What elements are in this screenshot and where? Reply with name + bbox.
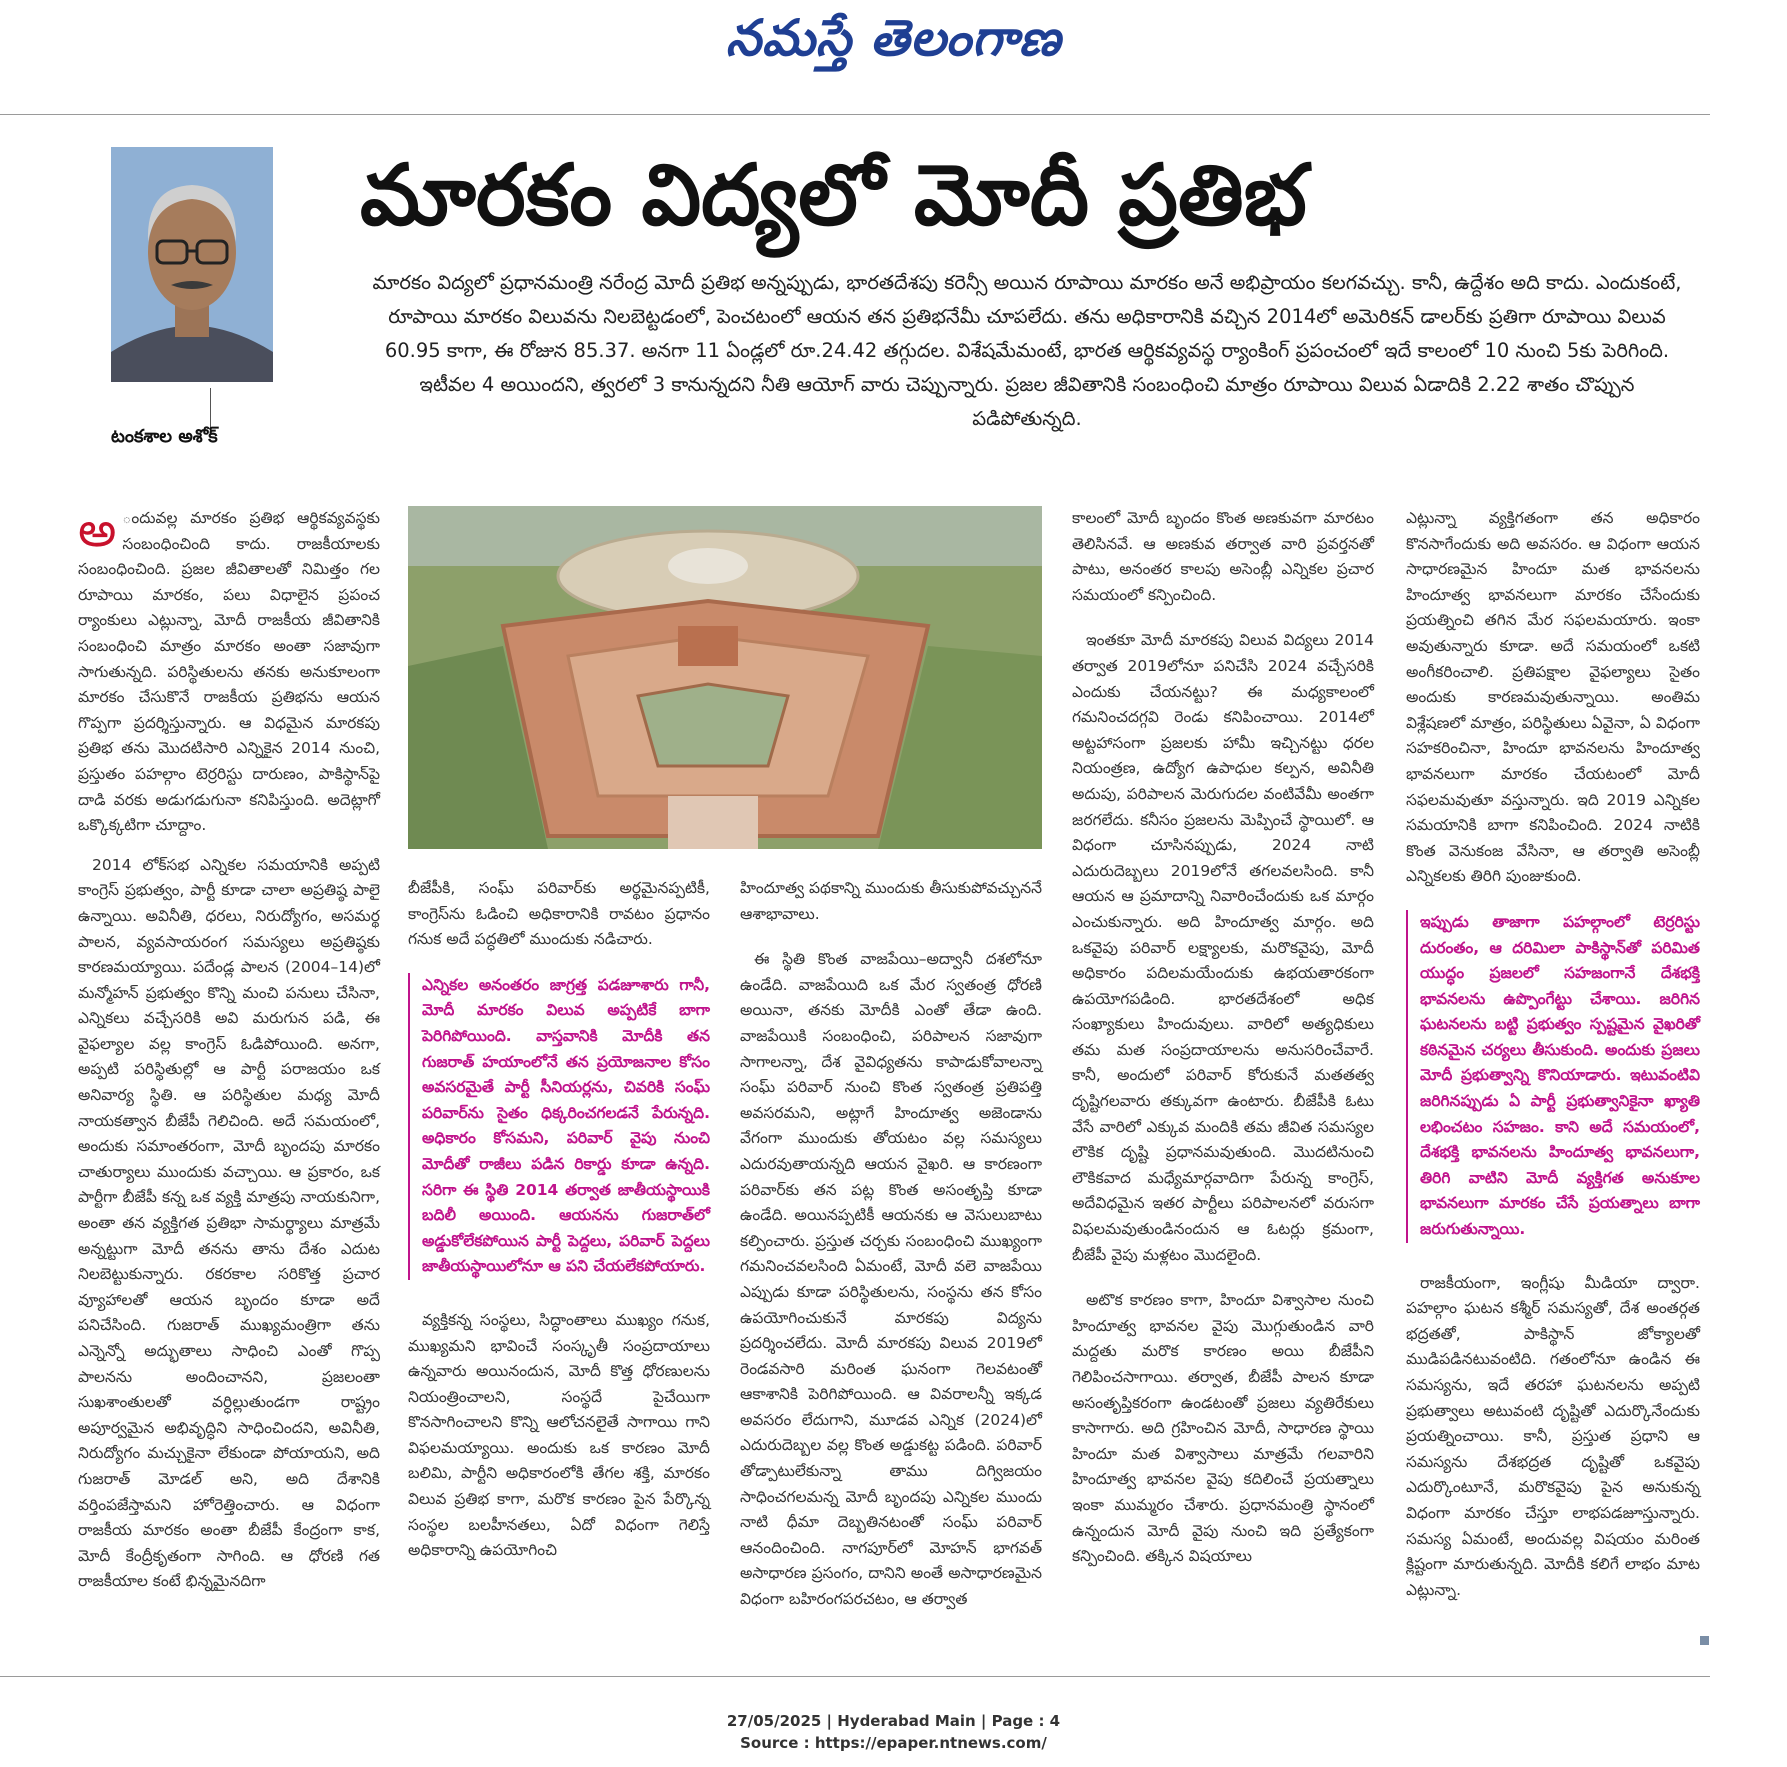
article-column-4 <box>1072 506 1374 1584</box>
article-column-5 <box>1406 506 1700 1617</box>
paragraph: కాలంలో మోదీ బృందం కొంత అణకువగా మారటం తెలిసినవే. ఆ అణకువ తర్వాత వారి ప్రవర్తనతో పాటు, అనంతర కాలపు అసెంబ్లీ ఎన్నికల ప్రచార సమయంలో కన్పించింది. <box>1072 509 1374 604</box>
paragraph: అ ందువల్ల మారకం ప్రతిభ ఆర్థికవ్యవస్థకు సంబంధించింది కాదు. రాజకీయాలకు సంబంధించింది. ప్రజల జీవితాలతో నిమిత్తం గల రూపాయి మారకం, పలు విధాలైన ప్రపంచ ర్యాంకులు ఎట్లున్నా, మోదీ రాజకీయ జీవితానికి సంబంధించి మాత్రం మారకం అంతా సజావుగా సాగుతున్నది. పరిస్థితులను తనకు అనుకూలంగా మారకం చేసుకొనే రాజకీయ ప్రతిభను ఆయన గొప్పగా ప్రదర్శిస్తున్నారు. ఆ విధమైన మారకపు ప్రతిభ తను మొదటిసారి ఎన్నికైన 2014 నుంచి, ప్రస్తుతం పహల్గాం టెర్రరిస్టు దారుణం, పాకిస్థాన్‌పై దాడి వరకు అడుగడుగునా కనిపిస్తుంది. అదెట్లాగో ఒక్కొక్కటిగా చూద్దాం. <box>78 502 380 835</box>
footer-source: Source : https://epaper.ntnews.com/ <box>740 1734 1047 1752</box>
masthead-logo: నమస్తే తెలంగాణ <box>725 8 1062 67</box>
article-column-2 <box>408 876 710 1578</box>
footer-date-edition: 27/05/2025 | Hyderabad Main | Page : 4 <box>726 1712 1061 1730</box>
paragraph: హిందూత్వ పథకాన్ని ముందుకు తీసుకుపోవచ్చుననే ఆశాభావాలు. <box>740 879 1042 923</box>
paragraph: 2014 లోక్‌సభ ఎన్నికల సమయానికి అప్పటి కాంగ్రెస్ ప్రభుత్వం, పార్టీ కూడా చాలా అప్రతిష్ఠ పాలై ఉన్నాయి. అవినీతి, ధరలు, నిరుద్యోగం, అసమర్థ పాలన, వ్యవసాయరంగ సమస్యలు అప్రతిష్ఠకు కారణమయ్యాయి. పదేండ్ల పాలన (2004–14)లో మన్మోహన్ ప్రభుత్వం కొన్ని మంచి పనులు చేసినా, ఎన్నికలు వచ్చేసరికి అవి మరుగున పడి, ఈ వైఫల్యాల వల్ల కాంగ్రెస్ ఓడిపోయింది. అనగా, అప్పటి పరిస్థితుల్లో ఆ పార్టీ పరాజయం ఒక అనివార్య స్థితి. ఆ పరిస్థితుల మధ్య మోదీ నాయకత్వాన బీజేపీ గెలిచింది. అదే సమయంలో, అందుకు సమాంతరంగా, మోదీ బృందపు మారకం చాతుర్యాలు ముందుకు వచ్చాయి. ఆ ప్రకారం, ఒక పార్టీగా బీజేపీ కన్న ఒక వ్యక్తి మాత్రపు నాయకునిగా, అంతా తన వ్యక్తిగత ప్రతిభా సామర్థ్యాలు మాత్రమే అన్నట్టుగా మోదీ తనను తాను దేశం ఎదుట నిలబెట్టుకున్నారు. రకరకాల సరికొత్త ప్రచార వ్యూహాలతో ఆయన బృందం కూడా అదే పనిచేసింది. గుజరాత్ ముఖ్యమంత్రిగా తను ఎన్నెన్నో అద్భుతాలు సాధించి ఎంతో గొప్ప పాలనను అందించానని, ప్రజలంతా సుఖశాంతులతో వర్ధిల్లుతుండగా రాష్ట్రం అపూర్వమైన అభివృద్ధిని సాధించిందని, అవినీతి, నిరుద్యోగం మచ్చుకైనా లేకుండా పోయాయని, అది గుజరాత్ మోడల్ అని, అది దేశానికి వర్తింపజేస్తామని హోరెత్తించారు. ఆ విధంగా రాజకీయ మారకం అంతా బీజేపీ కేంద్రంగా కాక, మోదీ కేంద్రీకృతంగా సాగింది. ఆ ధోరణి గత రాజకీయాల కంటే భిన్నమైనదిగా <box>78 855 380 1591</box>
paragraph: బీజేపీకి, సంఘ్ పరివార్‌కు అర్థమైనప్పటికీ, కాంగ్రెస్‌ను ఓడించి అధికారానికి రావటం ప్రధానం గనుక అదే పద్ధతిలో ముందుకు నడిచారు. <box>408 879 710 949</box>
author-photo <box>111 147 273 382</box>
lede-paragraph: మారకం విద్యలో ప్రధానమంత్రి నరేంద్ర మోదీ ప్రతిభ అన్నప్పుడు, భారతదేశపు కరెన్సీ అయిన రూపాయి మారకం అనే అభిప్రాయం కలగవచ్చు. కానీ, ఉద్దేశం అది కాదు. ఎందుకంటే, రూపాయి మారకం విలువను నిలబెట్టడంలో, పెంచటంలో ఆయన తన ప్రతిభనేమీ చూపలేదు. తను అధికారానికి వచ్చిన 2014లో అమెరికన్ డాలర్‌కు ప్రతిగా రూపాయి విలువ 60.95 కాగా, ఈ రోజున 85.37. అనగా 11 ఏండ్లలో రూ.24.42 తగ్గుదల. విశేషమేమంటే, భారత ఆర్థికవ్యవస్థ ర్యాంకింగ్ ప్రపంచంలో ఇదే కాలంలో 10 నుంచి 5కు పెరిగింది. ఇటీవల 4 అయిందని, త్వరలో 3 కానున్నదని నీతి ఆయోగ్ వారు చెప్పున్నారు. ప్రజల జీవితానికి సంబంధించి మాత్రం రూపాయి విలువ ఏడాదికి 2.22 శాతం చొప్పున పడిపోతున్నది. <box>372 271 1682 430</box>
paragraph: ఇంతకూ మోదీ మారకపు విలువ విద్యలు 2014 తర్వాత 2019లోనూ పనిచేసి 2024 వచ్చేసరికి ఎందుకు చేయనట్టు? ఈ మధ్యకాలంలో గమనించదగ్గవి రెండు కనిపించాయి. 2014లో అట్టహాసంగా ప్రజలకు హామీ ఇచ్చినట్టు ధరల నియంత్రణ, ఉద్యోగ ఉపాధుల కల్పన, అవినీతి అదుపు, పరిపాలన మెరుగుదల వంటివేమీ అంతగా జరగలేదు. కనీసం ప్రజలను మెప్పించే స్థాయిలో. ఆ విధంగా చూసినప్పుడు, 2024 నాటి ఎదురుదెబ్బలు 2019లోనే తగలవలసింది. కానీ ఆయన ఆ ప్రమాదాన్ని నివారించేందుకు ఒక మార్గం ఎంచుకున్నారు. అది హిందూత్వ మార్గం. అది ఒకవైపు పరివార్ లక్ష్యాలకు, మరొకవైపు, మోదీ అధికారం పదిలమయేందుకు ఉభయతారకంగా ఉపయోగపడింది. భారతదేశంలో అధిక సంఖ్యాకులు హిందువులు. వారిలో అత్యధికులు తమ మత సంప్రదాయాలను అనుసరించేవారే. కానీ, అందులో పరివార్ కోరుకునే మతతత్వ దృష్టిగలవారు తక్కువగా ఉంటారు. బీజేపీకి ఓటు వేసే వారిలో ఎక్కువ మందికి తమ జీవిత సమస్యల లౌకిక దృష్టి ప్రధానమవుతుంది. మొదటినుంచి లౌకికవాద మధ్యేమార్గవాదిగా పేరున్న కాంగ్రెస్, అదేవిధమైన ఇతర పార్టీలు పరిపాలనలో వరుసగా విఫలమవుతుండినందున ఆ ఓటర్లు క్రమంగా, బీజేపీ వైపు మళ్లటం మొదలైంది. <box>1072 631 1374 1264</box>
author-name: టంకశాల అశోక్ <box>111 426 218 447</box>
drop-cap: అ <box>78 502 117 558</box>
end-mark <box>1700 1636 1709 1645</box>
parliament-photo <box>408 506 1042 849</box>
paragraph: వ్యక్తికన్న సంస్థలు, సిద్ధాంతాలు ముఖ్యం గనుక, ముఖ్యమని భావించే సంస్కృతీ సంప్రదాయాలు ఉన్నవారు అయినందున, మోదీ కొత్త ధోరణులను నియంత్రించాలని, సంస్థదే పైచేయిగా కొనసాగించాలని కొన్ని ఆలోచనలైతే సాగాయి గాని విఫలమయ్యాయి. అందుకు ఒక కారణం మోదీ బలిమి, పార్టీని అధికారంలోకి తేగల శక్తి, మారకం విలువ ప్రతిభ కాగా, మరొక కారణం పైన పేర్కొన్న సంస్థల బలహీనతలు, ఏదో విధంగా గెలిస్తే అధికారాన్ని ఉపయోగించి <box>408 1310 710 1560</box>
paragraph: రాజకీయంగా, ఇంగ్లీషు మీడియా ద్వారా. పహల్గాం ఘటన కశ్మీర్ సమస్యతో, దేశ అంతర్గత భద్రతతో, పాకిస్థాన్ జోక్యాలతో ముడిపడినటువంటిది. గతంలోనూ ఉండిన ఈ సమస్యను, ఇదే తరహా ఘటనలను అప్పటి ప్రభుత్వాలు అటువంటి దృష్టితో ఎదుర్కొనేందుకు ప్రయత్నించాయి. కానీ, ప్రస్తుత ప్రధాని ఆ సమస్యను దేశభద్రత దృష్టితో ఒకవైపు ఎదుర్కొంటూనే, మరొకవైపు పైన అనుకున్న విధంగా మారకం చేస్తూ లాభపడజూస్తున్నారు. సమస్య ఏమంటే, అందువల్ల విషయం మరింత క్లిష్టంగా మారుతున్నది. మోదీకి కలిగే లాభం మాట ఎట్లున్నా. <box>1406 1273 1700 1599</box>
paragraph: ఎట్లున్నా వ్యక్తిగతంగా తన అధికారం కొనసాగేందుకు అది అవసరం. ఆ విధంగా ఆయన సాధారణమైన హిందూ మత భావనలను హిందూత్వ భావనలుగా మారకం చేసేందుకు ప్రయత్నించి తగిన మేర సఫలమయారు. ఇంకా అవుతున్నారు కూడా. అదే సమయంలో ఒకటి అంగీకరించాలి. ప్రతిపక్షాల వైఫల్యాలు సైతం అందుకు కారణమవుతున్నాయి. అంతిమ విశ్లేషణలో మాత్రం, పరిస్థితులు ఏవైనా, ఏ విధంగా సహకరించినా, హిందూ భావనలను హిందూత్వ భావనలుగా మారకం చేయటంలో మోదీ సఫలమవుతూ వస్తున్నారు. ఇది 2019 ఎన్నికల సమయానికి బాగా కనిపించింది. 2024 నాటికి కొంత వెనుకంజ వేసినా, ఆ తర్వాతి అసెంబ్లీ ఎన్నికలకు తిరిగి పుంజుకుంది. <box>1406 509 1700 886</box>
article-column-1 <box>78 502 380 1609</box>
top-rule <box>0 114 1710 115</box>
paragraph: అటొక కారణం కాగా, హిందూ విశ్వాసాల నుంచి హిందూత్వ భావనల వైపు మొగ్గుతుండిన వారి మద్దతు మరొక కారణం అయి బీజేపీని గెలిపించసాగాయి. తర్వాత, బీజేపీ పాలన కూడా అసంతృప్తికరంగా ఉండటంతో ప్రజలు వ్యతిరేకులు కాసాగారు. అది గ్రహించిన మోదీ, సాధారణ స్థాయి హిందూ మత విశ్వాసాలు మాత్రమే గలవారిని హిందూత్వ భావనల వైపు కదిలించే ప్రయత్నాలు ఇంకా ముమ్మరం చేశారు. ప్రధానమంత్రి స్థానంలో ఉన్నందున మోదీ వైపు నుంచి ఇది ప్రత్యేకంగా కన్పించింది. తక్కిన విషయాలు <box>1072 1291 1374 1566</box>
paragraph: ఈ స్థితి కొంత వాజపేయి–అద్వానీ దశలోనూ ఉండేది. వాజపేయిది ఒక మేర స్వతంత్ర ధోరణి అయినా, తనకు మోదీకి ఎంతో తేడా ఉంది. వాజపేయికి సంబంధించి, పరిపాలన సజావుగా సాగాలన్నా, దేశ వైవిధ్యతను కాపాడుకోవాలన్నా సంఘ్ పరివార్ నుంచి కొంత స్వతంత్ర ప్రతిపత్తి అవసరమని, అట్లాగే హిందూత్వ అజెండాను వేగంగా ముందుకు తోయటం వల్ల సమస్యలు ఎదురవుతాయన్నది ఆయన వైఖరి. ఆ కారణంగా పరివార్‌కు తన పట్ల కొంత అసంతృప్తి కూడా ఉండేది. అయినప్పటికీ ఆయనకు ఆ వెసులుబాటు కల్పించారు. ప్రస్తుత చర్చకు సంబంధించి ముఖ్యంగా గమనించవలసింది ఏమంటే, మోదీ వలె వాజపేయి ఎప్పుడు కూడా పరిస్థితులను, సంస్థను తన కోసం ఉపయోగించుకునే మారకపు విద్యను ప్రదర్శించలేదు. మోదీ మారకపు విలువ 2019లో రెండవసారి మరింత ఘనంగా గెలవటంతో ఆకాశానికి పెరిగిపోయింది. ఆ వివరాలన్నీ ఇక్కడ అవసరం లేదుగాని, మూడవ ఎన్నిక (2024)లో ఎదురుదెబ్బల వల్ల కొంత అడ్డుకట్ట పడింది. పరివార్ తోడ్పాటులేకున్నా తాము దిగ్విజయం సాధించగలమన్న మోదీ బృందపు ఎన్నికల ముందు నాటి ధీమా దెబ్బతినటంతో సంఘ్ పరివార్ ఆనందించింది. నాగపూర్‌లో మోహన్ భాగవత్ అసాధారణ ప్రసంగం, దానిని అంతే అసాధారణమైన విధంగా బహిరంగపరచటం, ఆ తర్వాత <box>740 950 1042 1609</box>
article-column-3 <box>740 876 1042 1627</box>
pull-quote: ఎన్నికల అనంతరం జాగ్రత్త పడజూశారు గానీ, మోదీ మారకం విలువ అప్పటికే బాగా పెరిగిపోయింది. వాస్తవానికి మోదీకి తన గుజరాత్ హయాంలోనే తన ప్రయోజనాల కోసం అవసరమైతే పార్టీ సీనియర్లను, చివరికి సంఘ్ పరివార్‌ను సైతం ధిక్కరించగలడనే పేరున్నది. అధికారం కోసమని, పరివార్ వైపు నుంచి మోదీతో రాజీలు పడిన రికార్డు కూడా ఉన్నది. సరిగా ఈ స్థితి 2014 తర్వాత జాతీయస్థాయికి బదిలీ అయింది. ఆయనను గుజరాత్‌లో అడ్డుకోలేకపోయిన పార్టీ పెద్దలు, పరివార్ పెద్దలు జాతీయస్థాయిలోనూ ఆ పని చేయలేకపోయారు. <box>408 973 710 1280</box>
headline: మారకం విద్యలో మోదీ ప్రతిభ <box>360 145 1307 244</box>
pull-quote: ఇప్పుడు తాజాగా పహల్గాంలో టెర్రరిస్టు దురంతం, ఆ దరిమిలా పాకిస్థాన్‌తో పరిమిత యుద్ధం ప్రజలలో సహజంగానే దేశభక్తి భావనలను ఉప్పొంగేట్టు చేశాయి. జరిగిన ఘటనలను బట్టి ప్రభుత్వం స్పష్టమైన వైఖరితో కఠినమైన చర్యలు తీసుకుంది. అందుకు ప్రజలు మోదీ ప్రభుత్వాన్ని కొనియాడారు. ఇటువంటివి జరిగినప్పుడు ఏ పార్టీ ప్రభుత్వానికైనా ఖ్యాతి లభించటం సహజం. కాని అదే సమయంలో, దేశభక్తి భావనలను హిందూత్వ భావనలుగా, తిరిగి వాటిని మోదీ వ్యక్తిగత అనుకూల భావనలుగా మారకం చేసే ప్రయత్నాలు బాగా జరుగుతున్నాయి. <box>1406 910 1700 1243</box>
bottom-rule <box>0 1676 1710 1677</box>
